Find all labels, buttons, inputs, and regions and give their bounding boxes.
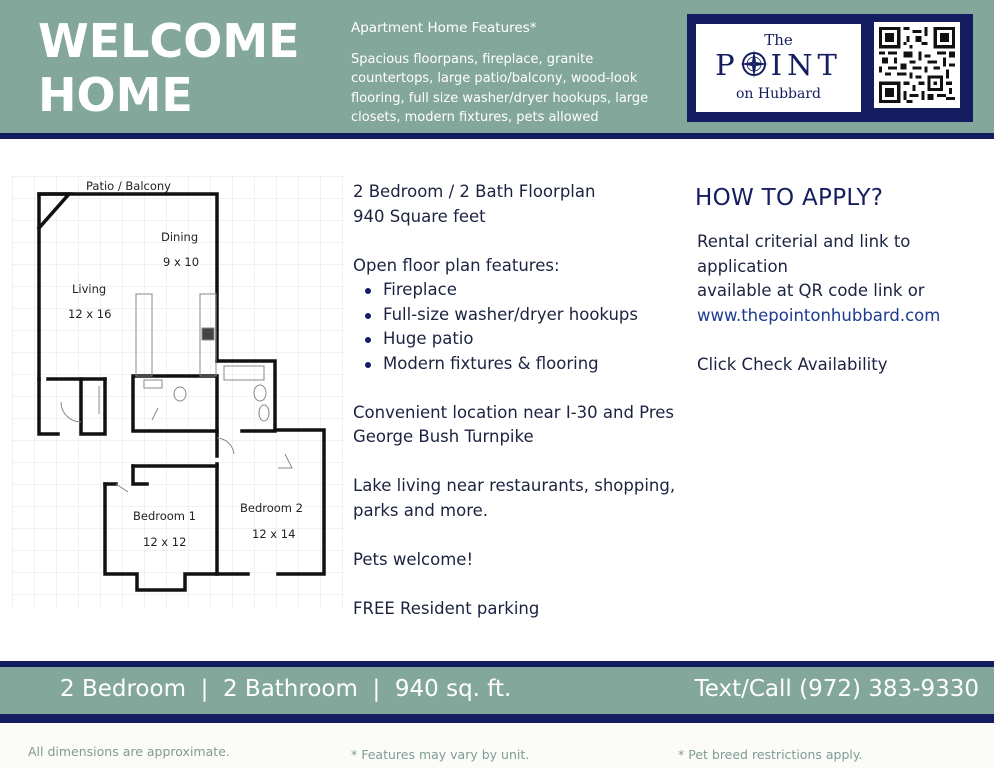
check-availability-text: Click Check Availability xyxy=(697,354,888,374)
logo-subtitle: on Hubbard xyxy=(735,86,822,102)
brand-logo xyxy=(696,24,861,112)
welcome-line-1: WELCOME xyxy=(38,14,300,68)
apply-instructions xyxy=(697,230,982,377)
footer-note-dimensions: All dimensions are approximate. xyxy=(28,744,230,759)
bedroom-2-label: Bedroom 2 xyxy=(240,501,303,515)
footer-note-pets: * Pet breed restrictions apply. xyxy=(678,747,863,762)
dining-dimensions: 9 x 10 xyxy=(163,255,200,269)
location-line-2: George Bush Turnpike xyxy=(353,427,534,446)
living-label: Living xyxy=(72,282,107,296)
floorplan-details xyxy=(353,180,698,621)
features-title: Apartment Home Features* xyxy=(351,20,537,36)
logo-point-suffix: INT xyxy=(770,48,842,82)
features-text: Spacious floorpans, fireplace, granite countertops, large patio/balcony, wood-look flooring, full size washer/dryer hookups, large closets, modern fixtures, pets allowed xyxy=(351,52,649,125)
unit-summary: 2 Bedroom | 2 Bathroom | 940 sq. ft. xyxy=(60,676,512,702)
qr-code[interactable] xyxy=(874,22,960,108)
apply-line-3: available at QR code link or xyxy=(697,281,925,300)
pets-text: Pets welcome! xyxy=(353,549,474,569)
list-item: Modern fixtures & flooring xyxy=(353,352,698,377)
header-divider xyxy=(0,133,994,139)
open-plan-heading: Open floor plan features: xyxy=(353,255,560,275)
apply-heading: HOW TO APPLY? xyxy=(695,185,884,211)
apply-line-2: application xyxy=(697,256,789,276)
patio-label: Patio / Balcony xyxy=(86,179,171,193)
qr-code-icon xyxy=(879,27,955,103)
logo-panel xyxy=(687,14,973,122)
list-item: Full-size washer/dryer hookups xyxy=(353,303,698,328)
location-line-1: Convenient location near I-30 and Pres xyxy=(353,402,674,422)
apply-line-1: Rental criterial and link to xyxy=(697,232,911,251)
contact-phone[interactable]: Text/Call (972) 383-9330 xyxy=(694,676,979,702)
welcome-line-2: HOME xyxy=(38,68,193,122)
logo-point xyxy=(696,48,861,82)
logo-point-prefix: P xyxy=(715,48,740,82)
welcome-heading xyxy=(38,14,328,122)
feature-list xyxy=(353,278,698,376)
lake-line-2: parks and more. xyxy=(353,500,489,520)
list-item: Huge patio xyxy=(353,327,698,352)
bedroom-1-label: Bedroom 1 xyxy=(133,509,196,523)
plan-title: 2 Bedroom / 2 Bath Floorplan xyxy=(353,182,596,201)
compass-icon xyxy=(740,50,768,78)
parking-text: FREE Resident parking xyxy=(353,598,540,618)
dining-label: Dining xyxy=(161,230,199,244)
floor-plan xyxy=(12,176,344,608)
band-divider-bottom xyxy=(0,714,994,723)
living-dimensions: 12 x 16 xyxy=(68,307,112,321)
logo-the: The xyxy=(764,31,793,49)
website-link[interactable]: www.thepointonhubbard.com xyxy=(697,305,941,325)
lake-line-1: Lake living near restaurants, shopping, xyxy=(353,476,676,495)
bedroom-1-dimensions: 12 x 12 xyxy=(143,535,187,549)
bedroom-2-dimensions: 12 x 14 xyxy=(252,527,296,541)
square-feet: 940 Square feet xyxy=(353,206,486,226)
list-item: Fireplace xyxy=(353,278,698,303)
footer-note-features: * Features may vary by unit. xyxy=(351,747,530,762)
